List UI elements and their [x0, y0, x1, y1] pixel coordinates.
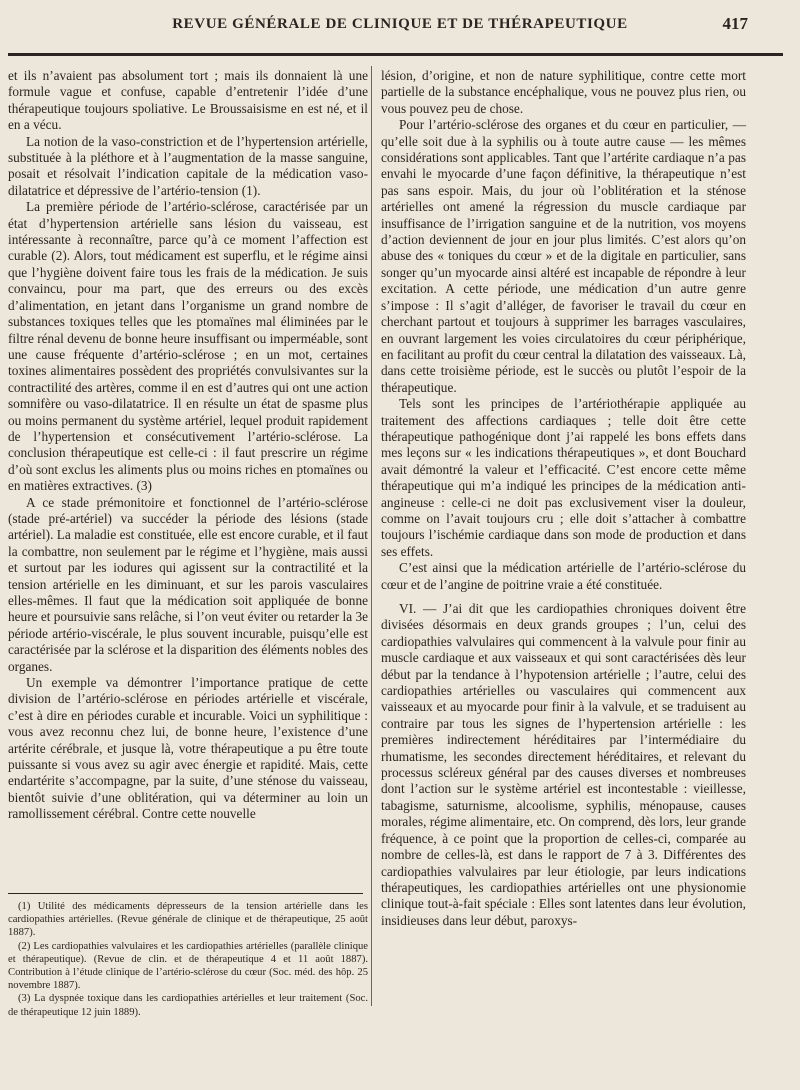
paragraph: Un exemple va démontrer l’importance pratique de cette division de l’artério-sclérose en périodes artérielle et viscérale, c’est à dire en périodes curable et incurable. Voici un syphilitique : vous avez reconnu chez lui, de bonne heure, l’existence d’une artérite cérébrale, et jusque là, votre thérapeutique a pu être toute puissante si vous avez su agir avec énergie et rapidité. Mais, cette endartérite s’accompagne, par la suite, d’une sténose du vaisseau, bientôt suivie d’une oblitération, qui va déterminer au loin un ramollissement cérébral. Contre cette nouvelle [8, 675, 368, 822]
footnote-rule [8, 893, 363, 894]
running-header [0, 0, 800, 50]
right-column [381, 68, 746, 929]
journal-title: REVUE GÉNÉRALE DE CLINIQUE ET DE THÉRAPEUTIQUE [172, 16, 628, 32]
page-number: 417 [722, 14, 748, 33]
footnote: (3) La dyspnée toxique dans les cardiopathies artérielles et leur traitement (Soc. de thérapeutique 12 juin 1889). [8, 993, 368, 1018]
paragraph: La première période de l’artério-sclérose, caractérisée par un état d’hypertension artérielle sans lésion du vaisseau, est intéressante à reconnaître, parce qu’à ce moment l’affection est curable (2). Alors, tout médicament est superflu, et le régime ainsi que l’hygiène doivent faire tous les frais de la médication. Je suis convaincu, pour ma part, que des erreurs ou des excès d’alimentation, en jetant dans l’organisme un grand nombre de substances toxiques telles que les ptomaïnes mal éliminées par le filtre rénal devenu de bonne heure insuffisant ou imperméable, sont une cause fréquente d’artério-sclérose ; en un mot, certaines toxines alimentaires possèdent des propriétés convulsivantes sur la contractilité des artères, comme il en est d’autres qui ont une action somnifère ou vaso-dilatatrice. Il en résulte un état de spasme plus ou moins permanent du système artériel, lequel produit rapidement de l’hypertension et consécutivement l’artério-sclérose. La conclusion thérapeutique est celle-ci : il faut prescrire un régime d’où sont exclus les aliments plus ou moins riches en ptomaïnes ou en matières extractives. (3) [8, 199, 368, 494]
paragraph: lésion, d’origine, et non de nature syphilitique, contre cette mort partielle de la substance encéphalique, vous ne pouvez plus rien, ou vous pouvez peu de chose. [381, 68, 746, 116]
paragraph: et ils n’avaient pas absolument tort ; mais ils donnaient là une formule vague et confuse, capable d’entretenir l’idée d’une thérapeutique toujours spoliative. Le Broussaisisme en est né, et il en a vécu. [8, 68, 368, 133]
footnote: (1) Utilité des médicaments dépresseurs de la tension artérielle dans les cardiopathies artérielles. (Revue générale de clinique et de thérapeutique, 25 août 1887). [8, 901, 368, 939]
column-divider [371, 66, 372, 1006]
header-rule [8, 53, 783, 56]
paragraph: A ce stade prémonitoire et fonctionnel de l’artério-sclérose (stade pré-artériel) va succéder la période des lésions (stade artériel). La maladie est constituée, elle est encore curable, et il faut la combattre, non seulement par le régime et l’hygiène, mais aussi et surtout par les iodures qui agissent sur la contractilité et la tension artérielle en les diminuant, et sur les parois vasculaires elles-mêmes. Il faut que la médication soit appliquée de bonne heure et poursuivie sans relâche, si l’on veut éviter ou retarder la 3e période artério-viscérale, le plus souvent incurable, puisqu’elle est caractérisée par la sclérose et la disparition des éléments nobles des organes. [8, 494, 368, 674]
paragraph: C’est ainsi que la médication artérielle de l’artério-sclérose du cœur et de l’angine de poitrine vraie a été constituée. [381, 560, 746, 592]
paragraph: Pour l’artério-sclérose des organes et du cœur en particulier, — qu’elle soit due à la syphilis ou à toute autre cause — les mêmes considérations sont applicables. Tant que l’artérite cardiaque n’a pas envahi le myocarde d’une façon définitive, la thérapeutique n’est pas sans espoir. Mais, du jour où l’oblitération et la sténose artérielles ont amené la régression du muscle cardiaque par insuffisance de l’irrigation sanguine et de la nutrition, vos moyens d’action deviennent de jour en jour plus limités. C’est alors qu’on abuse des « toniques du cœur » et de la digitale en particulier, sans songer qu’un myocarde ainsi altéré est incapable de répondre à leur excitation. A cette période, une médication d’un autre genre s’impose : Il s’agit d’alléger, de favoriser le travail du cœur en cherchant partout et toujours à supprimer les barrages vasculaires, en ouvrant largement les voies circulatoires du cœur périphérique, en facilitant au profit du cœur central la dilatation des vaisseaux. Là, dans cette troisième période, est le succès ou plutôt l’espoir de la thérapeutique. [381, 117, 746, 395]
paragraph: La notion de la vaso-constriction et de l’hypertension artérielle, substituée à la pléthore et à l’augmentation de la masse sanguine, posait et résolvait l’indication capitale de la médication vaso-dilatatrice et dépressive de l’artério-tension (1). [8, 133, 368, 198]
left-column [8, 68, 368, 823]
paragraph: Tels sont les principes de l’artériothérapie appliquée au traitement des affections cardiaques ; telle doit être cette thérapeutique pathogénique dont j’ai rappelé les bons effets dans mes leçons sur « les indications thérapeutiques », et dont Bouchard avait démontré la valeur et l’efficacité. C’est encore cette même thérapeutique qui m’a indiqué les principes de la médication anti-angineuse : celle-ci ne doit pas exclusivement viser la douleur, comme on l’avait toujours cru ; elle doit s’attacher à combattre toujours l’ischémie cardiaque dans son mode de production et dans ses effets. [381, 396, 746, 559]
section-paragraph: VI. — J’ai dit que les cardiopathies chroniques doivent être divisées désormais en deux grands groupes ; l’un, celui des cardiopathies valvulaires qui commencent à la valvule pour finir au muscle cardiaque et aux vaisseaux et qui sont caractérisées dès leur début par la tendance à l’hypotension artérielle ; l’autre, celui des cardiopathies artérielles ou vasculaires qui commencent aux vaisseaux et au myocarde pour finir à la valvule, et se traduisent au contraire par tous les signes de l’hypertension artérielle : les premières indirectement héréditaires par l’intermédiaire du rhumatisme, les secondes directement héréditaires, et relevant du processus scléreux général par des causes diverses et nombreuses dont l’action sur le système artériel est incontestable : vieillesse, tabagisme, saturnisme, alcoolisme, syphilis, ménopause, causes morales, régime alimentaire, etc. On comprend, dès lors, leur grande fréquence, à ce point que la proportion de celles-ci, comparée au nombre de celles-là, est dans le rapport de 7 à 3. Différentes des cardiopathies valvulaires par leur étiologie, par leurs indications thérapeutiques, les cardiopathies artérielles ont une physionomie clinique tout-à-fait spéciale : Elles sont latentes dans leur évolution, insidieuses dans leur début, paroxys- [381, 601, 746, 928]
footnote: (2) Les cardiopathies valvulaires et les cardiopathies artérielles (parallèle clinique et thérapeutique). (Revue de clin. et de thérapeutique 4 et 11 août 1887). Contribution à l’étude clinique de l’artério-sclérose du cœur (Soc. méd. des hôp. 25 novembre 1887). [8, 940, 368, 992]
footnotes [8, 900, 368, 1019]
